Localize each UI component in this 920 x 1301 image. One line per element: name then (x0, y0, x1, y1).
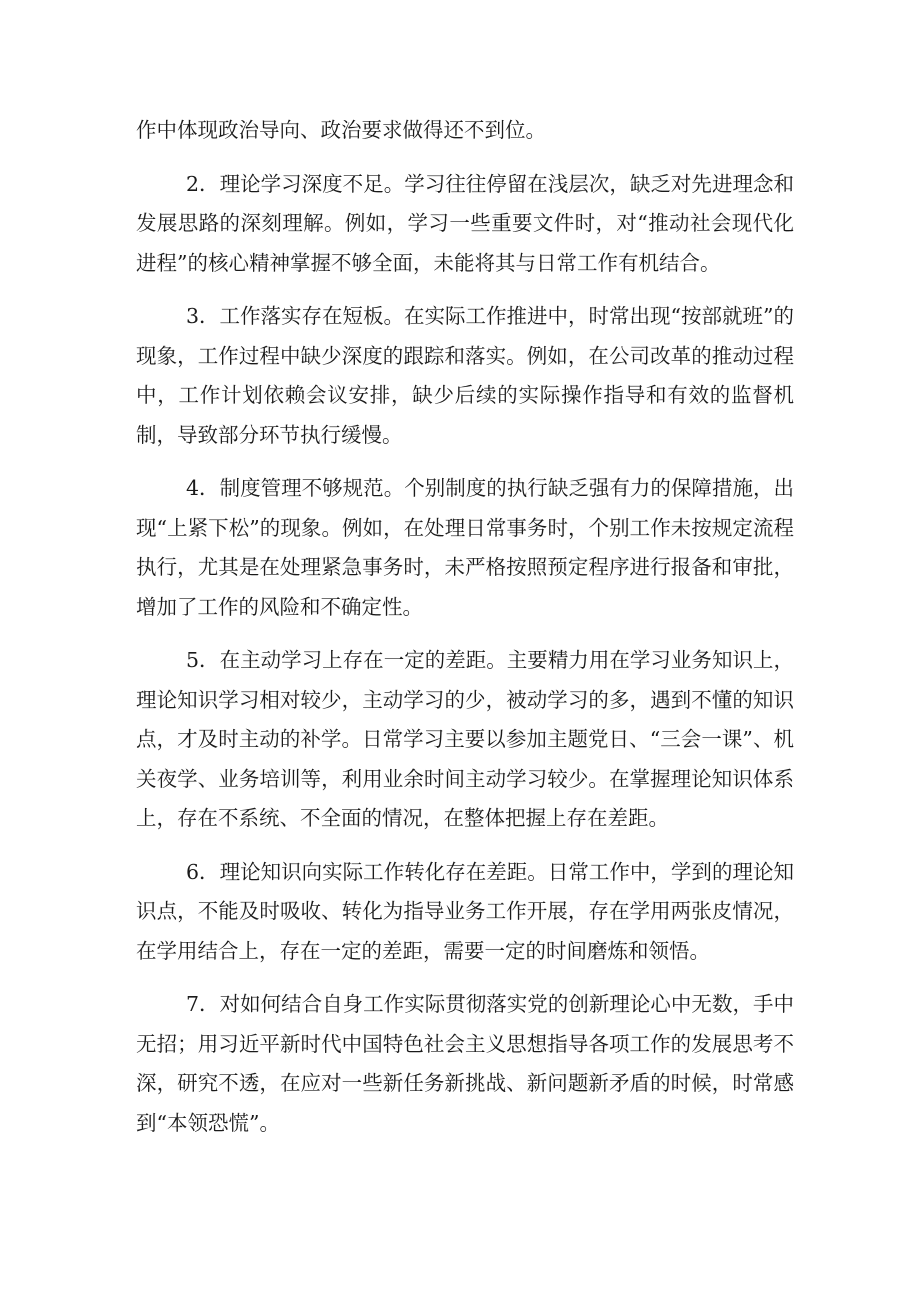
paragraph-item-2: 2．理论学习深度不足。学习往往停留在浅层次，缺乏对先进理念和发展思路的深刻理解。例如，学习一些重要文件时，对“推动社会现代化进程”的核心精神掌握不够全面，未能将其与日常工作有机结合。 (136, 171, 794, 275)
paragraph-item-6: 6．理论知识向实际工作转化存在差距。日常工作中，学到的理论知识点，不能及时吸收、转化为指导业务工作开展，存在学用两张皮情况，在学用结合上，存在一定的差距，需要一定的时间磨炼和领悟。 (136, 859, 794, 963)
paragraph-item-4: 4．制度管理不够规范。个别制度的执行缺乏强有力的保障措施，出现“上紧下松”的现象。例如，在处理日常事务时，个别工作未按规定流程执行，尤其是在处理紧急事务时，未严格按照预定程序进行报备和审批，增加了工作的风险和不确定性。 (136, 476, 794, 619)
document-body (136, 111, 794, 1157)
paragraph-item-3: 3．工作落实存在短板。在实际工作推进中，时常出现“按部就班”的现象，工作过程中缺少深度的跟踪和落实。例如，在公司改革的推动过程中，工作计划依赖会议安排，缺少后续的实际操作指导和有效的监督机制，导致部分环节执行缓慢。 (136, 304, 795, 447)
paragraph-item-7: 7．对如何结合自身工作实际贯彻落实党的创新理论心中无数，手中无招；用习近平新时代中国特色社会主义思想指导各项工作的发展思考不深，研究不透，在应对一些新任务新挑战、新问题新矛盾的时候，时常感到“本领恐慌”。 (136, 992, 794, 1135)
paragraph-continued: 作中体现政治导向、政治要求做得还不到位。 (136, 118, 546, 142)
paragraph-item-5: 5．在主动学习上存在一定的差距。主要精力用在学习业务知识上，理论知识学习相对较少，主动学习的少，被动学习的多，遇到不懂的知识点，才及时主动的补学。日常学习主要以参加主题党日、“三会一课”、机关夜学、业务培训等，利用业余时间主动学习较少。在掌握理论知识体系上，存在不系统、不全面的情况，在整体把握上存在差距。 (136, 648, 794, 830)
